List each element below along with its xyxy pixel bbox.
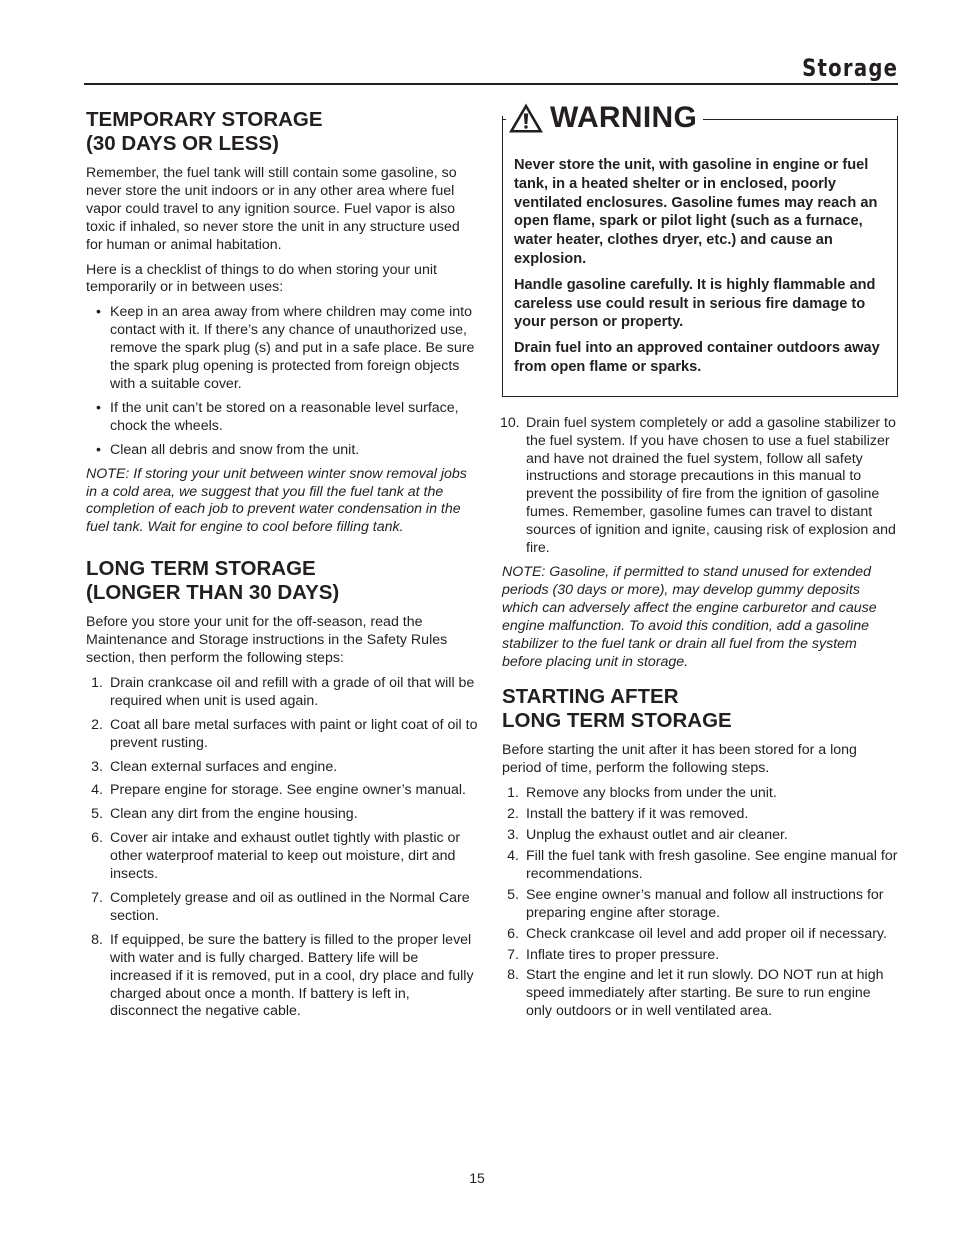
left-column [86,108,480,1027]
starting-heading-line2: LONG TERM STORAGE [502,709,732,733]
long-term-storage-steps [86,675,480,1021]
step-item [86,830,480,884]
step-number: 3. [507,827,519,844]
warning-paragraph: Never store the unit, with gasoline in engine or fuel tank, in a heated shelter or in enclosed, poorly ventilated enclosures. Gasoline fumes may reach an open flame, spark or pilot light (such as a furnace, water heater, clothes dryer, etc.) and cause an explosion. [514,157,878,267]
checklist-item: • Clean all debris and snow from the unit. [86,442,480,460]
step-text: If equipped, be sure the battery is filled to the proper level with water and is fully charged. Battery life will be increased if it is removed, put in a cool, dry place and fully charged about once a month. If battery is left in, disconnect the negative cable. [110,931,474,1020]
step-item [502,806,898,824]
step-number: 6. [91,830,103,847]
step-number: 8. [91,931,103,948]
step-text: Clean external surfaces and engine. [110,758,338,775]
step-text: Clean any dirt from the engine housing. [110,806,358,823]
warning-header [503,101,897,142]
step-item [502,415,898,558]
page-number: 15 [469,1170,485,1186]
temporary-storage-heading [86,108,480,156]
step-text: Install the battery if it was removed. [526,806,749,823]
step-text: Drain fuel system completely or add a gasoline stabilizer to the fuel system. If you have chosen to use a fuel stabilizer and have not drained the fuel system, follow all safety instructions and storage precautions in this manual to prevent the possibility of fire from the ignition of gasoline fumes. Remember, gasoline fumes can travel to distant sources of ignition and ignite, causing risk of explosion and fire. [526,414,896,557]
step-item [86,675,480,711]
step-item [86,759,480,777]
temporary-storage-heading-line1: TEMPORARY STORAGE [86,108,323,131]
page-title: Storage [801,54,898,82]
warning-paragraph: Drain fuel into an approved container outdoors away from open flame or sparks. [514,340,880,375]
starting-heading-line1: STARTING AFTER [502,685,679,709]
step-number: 10. [500,414,520,431]
step-item [86,717,480,753]
step-text: Fill the fuel tank with fresh gasoline. See engine manual for recommendations. [526,847,898,882]
step-number: 7. [507,946,519,963]
step-number: 1. [91,674,103,691]
starting-steps [502,785,898,1021]
step-number: 6. [507,925,519,942]
step-number: 3. [91,758,103,775]
step-text: Inflate tires to proper pressure. [526,946,720,963]
long-term-storage-intro: Before you store your unit for the off-season, read the Maintenance and Storage instructions in the Safety Rules section, then perform the following steps: [86,614,448,667]
page-header [84,52,898,85]
step-number: 2. [91,716,103,733]
step-number: 8. [507,967,519,984]
step-text: Prepare engine for storage. See engine owner’s manual. [110,782,466,799]
temporary-storage-intro: Remember, the fuel tank will still contain some gasoline, so never store the unit indoors or in any other area where fuel vapor could travel to any ignition source. Fuel vapor is also toxic if inhaled, so never store the unit in any structure used for human or animal habitation. [86,165,460,253]
step-number: 4. [507,847,519,864]
long-term-storage-heading-line1: LONG TERM STORAGE [86,557,316,581]
warning-title-group [506,100,703,136]
warning-triangle-icon [508,102,544,134]
step-item [502,785,898,803]
checklist-item: • If the unit can’t be stored on a reasonable level surface, chock the wheels. [86,400,480,436]
warning-rule-right [695,119,898,120]
long-term-storage-heading [86,557,480,605]
step-number: 5. [507,886,519,903]
step-item [86,782,480,800]
checklist-intro: Here is a checklist of things to do when storing your unit temporarily or in between uses: [86,261,437,296]
temporary-storage-checklist [86,304,480,459]
step-item [86,806,480,824]
long-term-storage-steps-continued [502,415,898,558]
step-number: 4. [91,782,103,799]
long-term-storage-heading-line2: (LONGER THAN 30 DAYS) [86,581,340,605]
step-item [502,887,898,923]
warning-title: WARNING [550,101,698,134]
warning-box [502,101,898,397]
starting-intro: Before starting the unit after it has been stored for a long period of time, perform the following steps. [502,742,857,777]
step-number: 5. [91,806,103,823]
step-item [86,890,480,926]
step-text: Coat all bare metal surfaces with paint or light coat of oil to prevent rusting. [110,716,478,751]
right-column [500,101,898,1027]
warning-paragraph: Handle gasoline carefully. It is highly flammable and careless use could result in serious fire damage to your person or property. [514,276,876,331]
step-text: Cover air intake and exhaust outlet tightly with plastic or other waterproof material to keep out moisture, dirt and insects. [110,830,461,883]
step-item [502,848,898,884]
step-item [502,827,898,845]
step-text: Remove any blocks from under the unit. [526,785,777,802]
checklist-item: • Keep in an area away from where children may come into contact with it. If there’s any chance of unauthorized use, remove the spark plug (s) and put in a safe place. Be sure the spark plug opening is protected from foreign objects with a suitable cover. [86,304,480,394]
step-item [502,926,898,944]
step-item [502,967,898,1021]
step-number: 1. [507,785,519,802]
temporary-storage-heading-line2: (30 DAYS OR LESS) [86,132,279,155]
starting-after-storage-heading [502,685,898,733]
step-item [502,947,898,965]
temporary-storage-note: NOTE: If storing your unit between winter snow removal jobs in a cold area, we suggest that you fill the fuel tank at the completion of each job to prevent water condensation in the fuel tank. Wait for engine to cool before filling tank. [86,465,467,536]
step-text: Unplug the exhaust outlet and air cleaner. [526,827,788,844]
step-text: Start the engine and let it run slowly. DO NOT run at high speed immediately after starting. Be sure to run engine only outdoors or in well ventilated area. [526,967,884,1020]
step-text: See engine owner’s manual and follow all instructions for preparing engine after storage. [526,886,884,921]
step-text: Completely grease and oil as outlined in the Normal Care section. [110,890,470,924]
step-number: 7. [91,890,103,906]
step-item [86,932,480,1022]
gasoline-note: NOTE: Gasoline, if permitted to stand unused for extended periods (30 days or more), may develop gummy deposits which can adversely affect the engine carburetor and cause engine malfunction. To avoid this condition, add a gasoline stabilizer to the fuel tank or drain all fuel from the system before placing unit in storage. [502,564,877,670]
step-text: Check crankcase oil level and add proper oil if necessary. [526,925,887,942]
step-text: Drain crankcase oil and refill with a grade of oil that will be required when unit is used again. [110,674,475,709]
step-number: 2. [507,806,519,823]
